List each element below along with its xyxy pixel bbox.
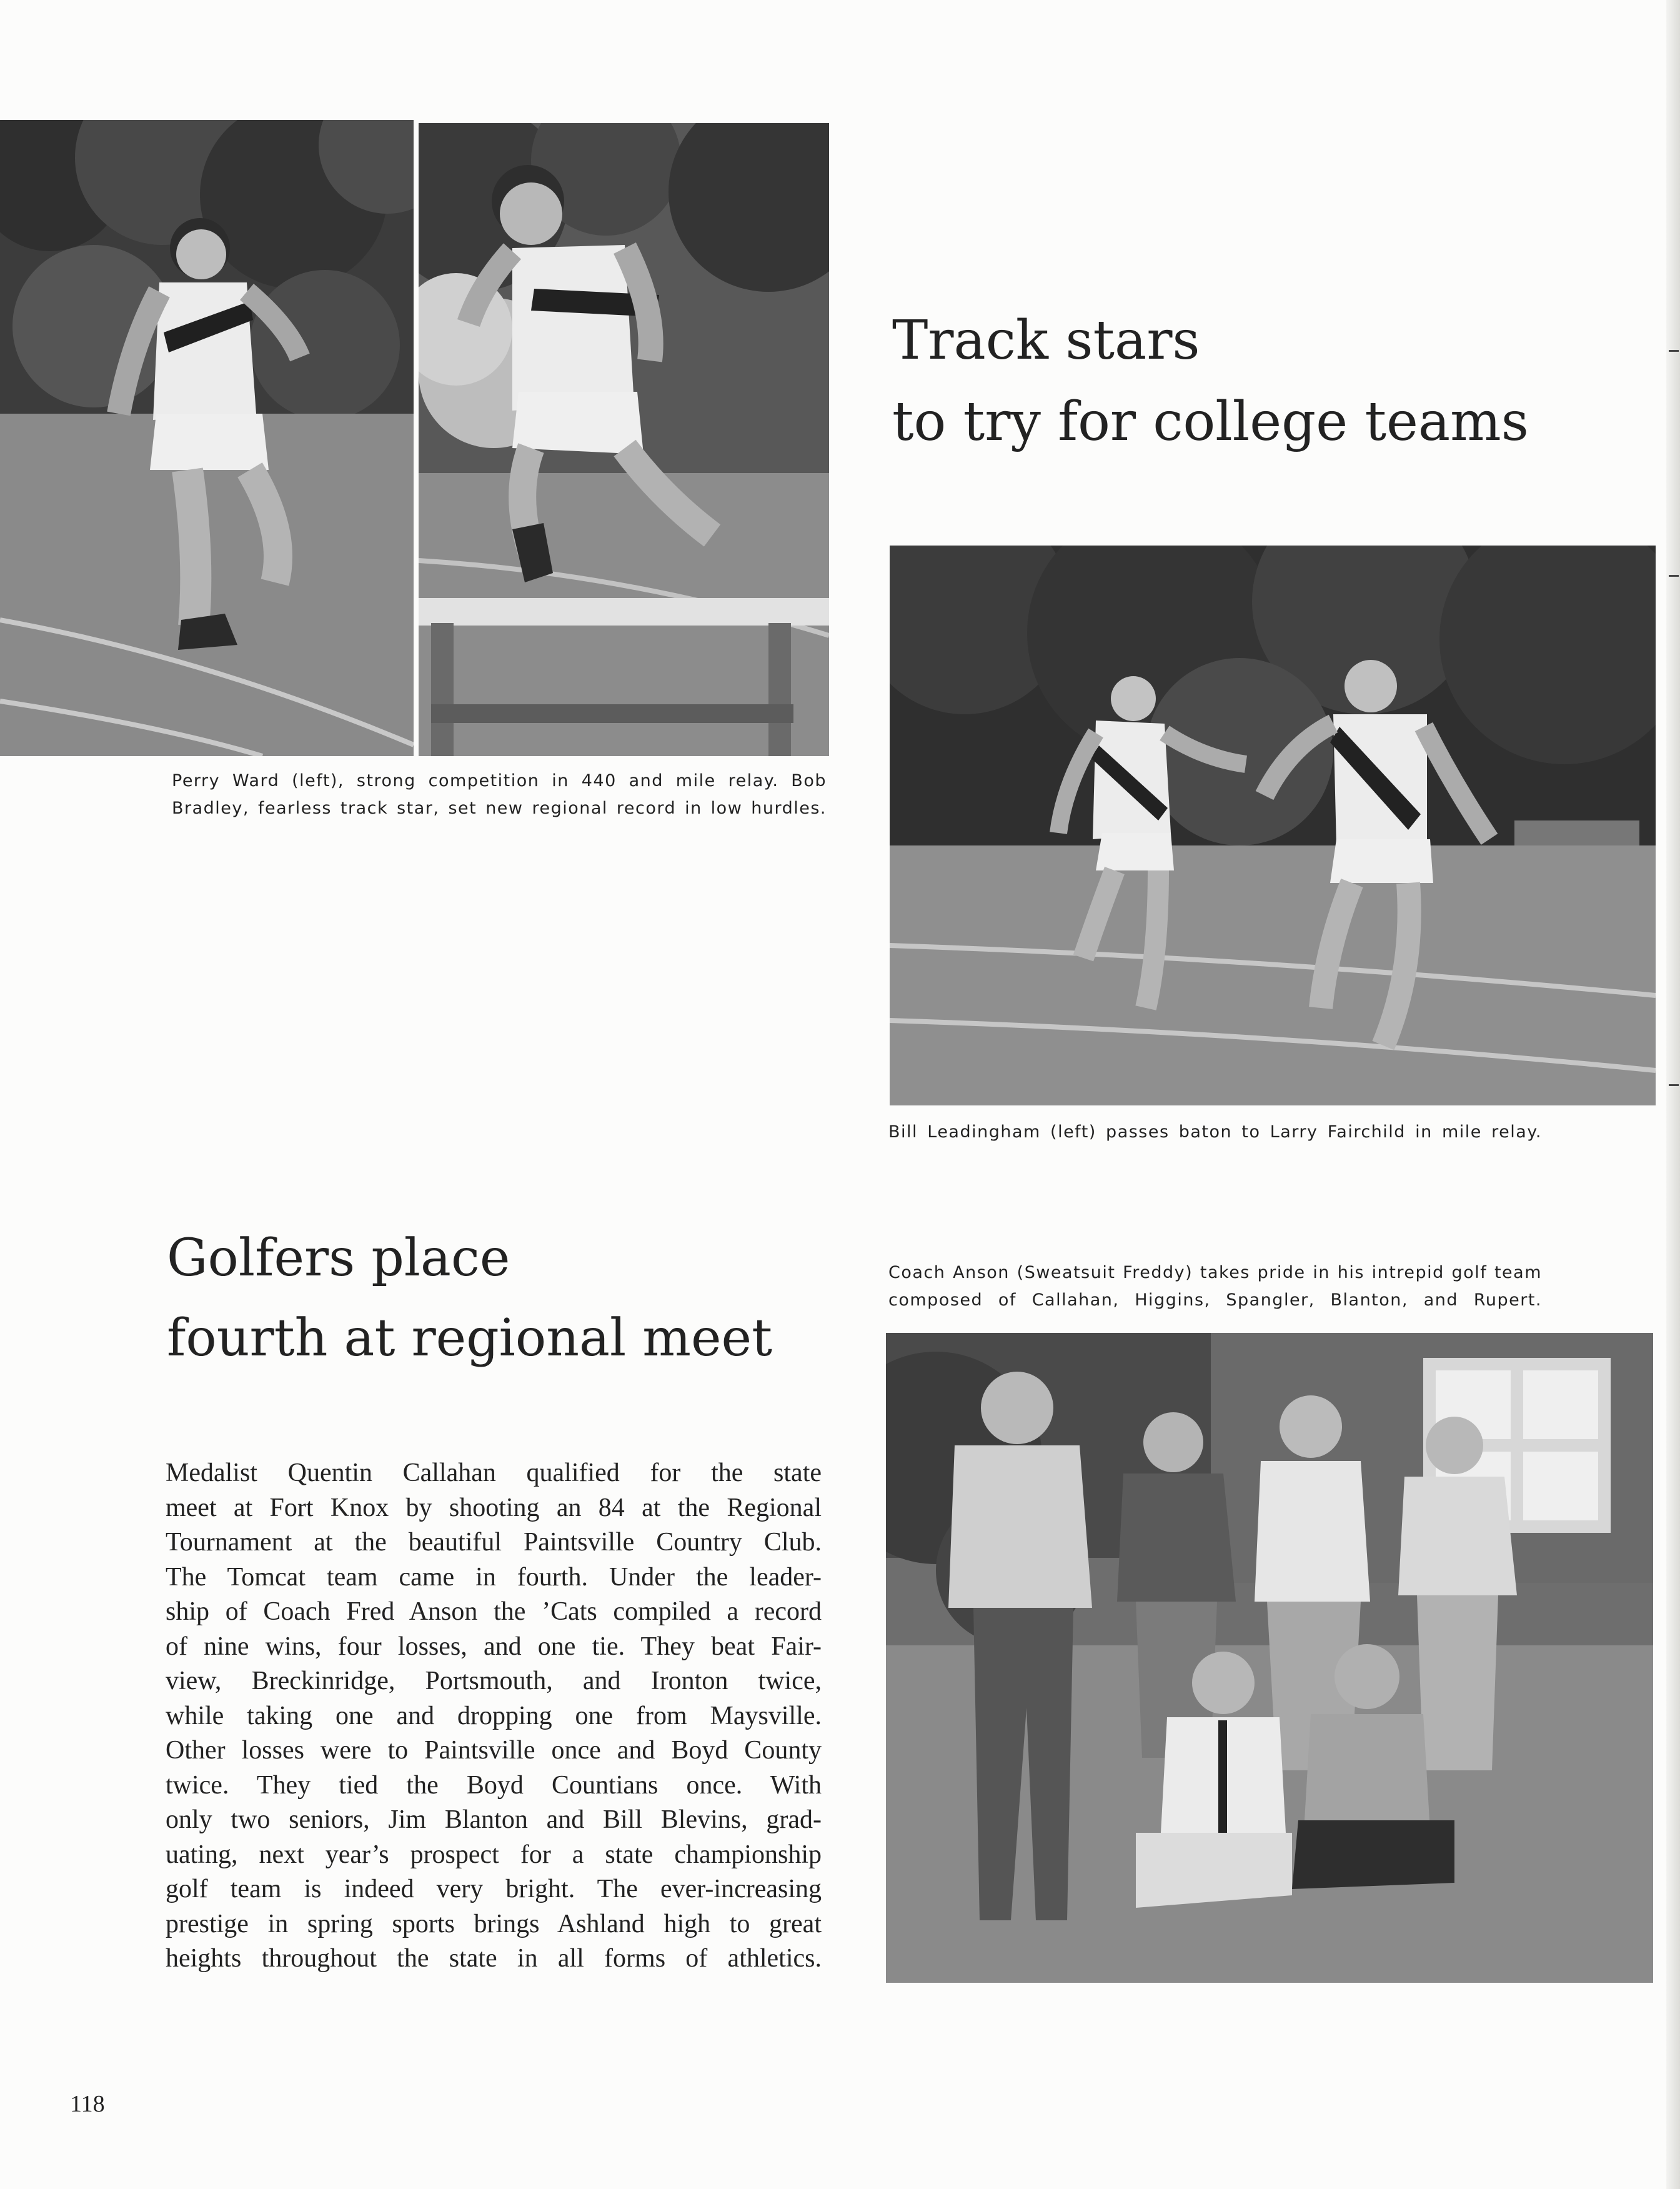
body-line: meet at Fort Knox by shooting an 84 at the Regional [166,1493,822,1522]
body-line: twice. They tied the Boyd Countians once. With [166,1770,822,1800]
photo-golf-team [886,1333,1653,1983]
headline-line: Golfers place [167,1229,510,1288]
body-line: only two seniors, Jim Blanton and Bill Blevins, grad- [166,1805,822,1834]
body-line: Other losses were to Paintsville once and Boyd County [166,1736,822,1765]
body-line: view, Breckinridge, Portsmouth, and Ironton twice, [166,1667,822,1695]
body-line: The Tomcat team came in fourth. Under the leader- [166,1562,822,1592]
body-line last: heights throughout the state in all forms of athletics. [166,1944,822,1973]
headline-line: Track stars [892,309,1200,372]
caption-line: Perry Ward (left), strong competition in 440 and mile relay. Bob [172,771,827,790]
headline-line: fourth at regional meet [167,1309,773,1368]
photo-bob-bradley-hurdles [419,123,829,756]
binding-edge [1666,0,1680,2189]
golf-article-body [166,1456,822,1977]
body-line: golf team is indeed very bright. The ever-increasing [166,1875,822,1903]
headline-line: to try for college teams [892,391,1529,453]
body-line: prestige in spring sports brings Ashland high to great [166,1909,822,1938]
edge-tick [1669,575,1679,577]
body-line: of nine wins, four losses, and one tie. They beat Fair- [166,1632,822,1661]
edge-tick [1669,350,1679,352]
body-line: Tournament at the beautiful Paintsville Country Club. [166,1528,822,1557]
edge-tick [1669,1084,1679,1086]
caption-line: Bradley, fearless track star, set new regional record in low hurdles. [172,799,827,818]
track-photo-caption [172,767,827,822]
caption-line: Coach Anson (Sweatsuit Freddy) takes pride in his intrepid golf team [888,1263,1542,1282]
caption-line: composed of Callahan, Higgins, Spangler, Blanton, and Rupert. [888,1290,1542,1310]
body-line: uating, next year’s prospect for a state championship [166,1840,822,1869]
track-headline [892,300,1529,462]
page-number: 118 [70,2091,105,2117]
body-line: while taking one and dropping one from Maysville. [166,1701,822,1730]
golf-team-caption [888,1259,1542,1314]
body-line: Medalist Quentin Callahan qualified for the state [166,1459,822,1487]
caption-line: Bill Leadingham (left) passes baton to Larry Fairchild in mile relay. [888,1122,1542,1142]
photo-perry-ward [0,120,414,756]
relay-photo-caption [888,1119,1542,1146]
golf-headline [167,1219,772,1379]
body-line: ship of Coach Fred Anson the ’Cats compiled a record [166,1597,822,1626]
photo-relay-baton-pass [890,546,1656,1105]
